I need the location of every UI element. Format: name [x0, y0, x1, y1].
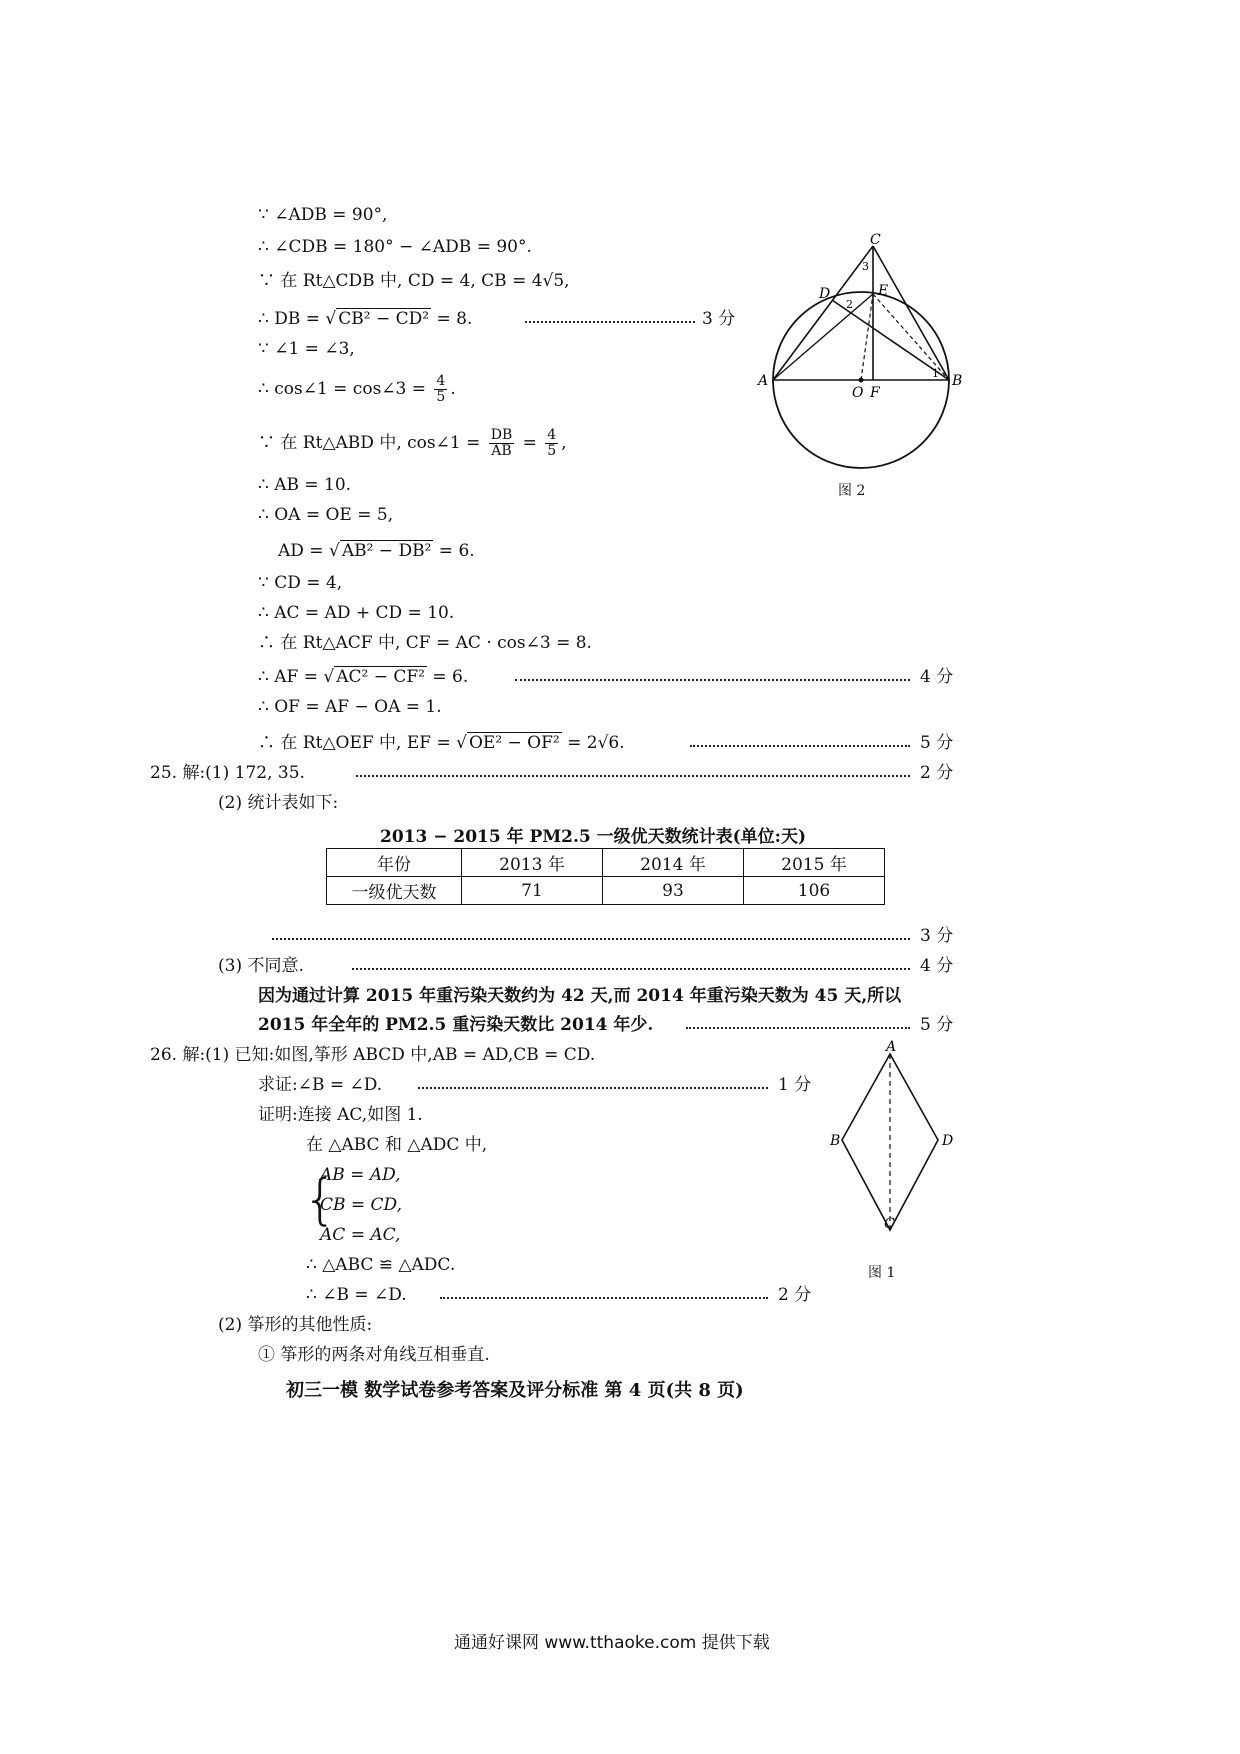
- kite-outline: [842, 1054, 938, 1230]
- fraction-denominator: 5: [547, 443, 557, 459]
- segment-CB: [873, 246, 949, 380]
- question-26-part2: (2) 筝形的其他性质:: [218, 1315, 373, 1335]
- table-header-cell: 年份: [327, 849, 462, 877]
- table-cell: 71: [462, 877, 603, 905]
- sqrt-symbol: √: [325, 309, 337, 329]
- table-title: 2013 − 2015 年 PM2.5 一级优天数统计表(单位:天): [380, 827, 807, 847]
- dot-leader: [356, 775, 910, 777]
- angle-label-2: 2: [846, 298, 853, 311]
- proof-line: ∴ ∠B = ∠D.: [306, 1285, 407, 1305]
- text-fragment: ∵ 在 Rt△ABD 中, cos∠1 =: [258, 433, 486, 453]
- score-label: 1 分: [778, 1075, 812, 1095]
- sqrt-radicand: AB² − DB²: [341, 541, 432, 561]
- fraction: [545, 428, 558, 459]
- dot-leader: [525, 321, 695, 323]
- label-C: C: [870, 232, 881, 248]
- proof-line: ∴ AB = 10.: [258, 475, 352, 495]
- dot-leader: [690, 745, 910, 747]
- label-A: A: [758, 373, 769, 389]
- proof-line: ∵ ∠1 = ∠3,: [258, 339, 355, 359]
- proof-line: [258, 666, 468, 688]
- text-fragment: = 6.: [433, 541, 475, 561]
- fraction-denominator: AB: [491, 443, 512, 459]
- fraction-numerator: 4: [547, 427, 557, 443]
- fraction-denominator: 5: [436, 389, 446, 405]
- figure-1-caption: 图 1: [868, 1265, 896, 1281]
- proof-line: ∴ OA = OE = 5,: [258, 505, 394, 525]
- proof-line: [278, 540, 475, 562]
- question-25-heading: 25. 解:(1) 172, 35.: [150, 763, 305, 783]
- text-fragment: ,: [561, 433, 567, 453]
- table-row: [327, 877, 885, 905]
- sqrt-radicand: AC² − CF²: [336, 667, 425, 687]
- sqrt-symbol: √: [323, 667, 335, 687]
- fraction: [489, 428, 515, 459]
- label-A: A: [886, 1040, 897, 1055]
- text-fragment: .: [450, 379, 456, 399]
- figure-1-kite-diagram: [830, 1040, 970, 1240]
- question-25-explanation: 2015 年全年的 PM2.5 重污染天数比 2014 年少.: [258, 1015, 654, 1035]
- sqrt-symbol: √: [328, 541, 340, 561]
- proof-line: ∵ 在 Rt△CDB 中, CD = 4, CB = 4√5,: [258, 271, 570, 291]
- dot-leader: [352, 968, 910, 970]
- score-label: 4 分: [920, 956, 954, 976]
- proof-line: ∴ OF = AF − OA = 1.: [258, 697, 442, 717]
- score-label: 5 分: [920, 1015, 954, 1035]
- table-header-row: [327, 849, 885, 877]
- text-fragment: ∴ cos∠1 = cos∠3 =: [258, 379, 432, 399]
- text-fragment: ∴ 在 Rt△OEF 中, EF =: [258, 733, 457, 753]
- dot-leader: [686, 1027, 910, 1029]
- proof-line: ∵ ∠ADB = 90°,: [258, 205, 388, 225]
- score-label: 2 分: [778, 1285, 812, 1305]
- score-label: 3 分: [920, 926, 954, 946]
- sqrt-radicand: OE² − OF²: [468, 733, 560, 753]
- proof-line: ∴ △ABC ≌ △ADC.: [306, 1255, 456, 1275]
- proof-line: ① 筝形的两条对角线互相垂直.: [258, 1345, 490, 1365]
- proof-line: AB = AD,: [320, 1165, 401, 1185]
- segment-AC: [773, 246, 873, 380]
- text-fragment: = 8.: [431, 309, 473, 329]
- score-label: 4 分: [920, 667, 954, 687]
- text-fragment: =: [517, 433, 543, 453]
- fraction-numerator: 4: [436, 373, 446, 389]
- text-fragment: ∴ AF =: [258, 667, 324, 687]
- proof-line: [258, 308, 472, 330]
- text-fragment: = 6.: [426, 667, 469, 687]
- proof-line: 证明:连接 AC,如图 1.: [258, 1105, 423, 1125]
- fraction: [434, 374, 447, 405]
- page-footer-info: 初三一模 数学试卷参考答案及评分标准 第 4 页(共 8 页): [286, 1380, 744, 1401]
- score-label: 5 分: [920, 733, 954, 753]
- proof-line: 求证:∠B = ∠D.: [258, 1075, 383, 1095]
- table-cell: 一级优天数: [327, 877, 462, 905]
- label-C: C: [884, 1216, 895, 1232]
- angle-label-1: 1: [932, 367, 939, 380]
- text-fragment: ∴ DB =: [258, 309, 326, 329]
- table-cell: 93: [603, 877, 744, 905]
- label-D: D: [819, 286, 831, 302]
- figure-2-diagram: [752, 232, 972, 502]
- score-label: 3 分: [702, 309, 736, 329]
- dot-leader: [272, 938, 910, 940]
- question-25-explanation: 因为通过计算 2015 年重污染天数约为 42 天,而 2014 年重污染天数为 45 天,所以: [258, 986, 902, 1006]
- text-fragment: = 2√6.: [561, 733, 625, 753]
- proof-line: [258, 428, 567, 459]
- label-B: B: [952, 373, 963, 389]
- table-cell: 106: [744, 877, 885, 905]
- table-header-cell: 2013 年: [462, 849, 603, 877]
- proof-line: ∴ ∠CDB = 180° − ∠ADB = 90°.: [258, 237, 532, 257]
- score-label: 2 分: [920, 763, 954, 783]
- dot-leader: [440, 1297, 768, 1299]
- proof-line: [258, 732, 625, 754]
- angle-label-3: 3: [862, 260, 869, 273]
- proof-line: [258, 374, 456, 405]
- question-25-part3: (3) 不同意.: [218, 956, 304, 976]
- site-footer: 通通好课网 www.tthaoke.com 提供下载: [454, 1633, 770, 1653]
- proof-line: AC = AC,: [320, 1225, 401, 1245]
- proof-line: CB = CD,: [320, 1195, 402, 1215]
- label-F: F: [870, 385, 880, 401]
- proof-line: ∵ CD = 4,: [258, 573, 343, 593]
- dot-leader: [515, 679, 910, 681]
- label-D: D: [942, 1133, 954, 1149]
- proof-line: ∴ 在 Rt△ACF 中, CF = AC · cos∠3 = 8.: [258, 633, 592, 653]
- proof-line: ∴ AC = AD + CD = 10.: [258, 603, 455, 623]
- text-fragment: AD =: [278, 541, 329, 561]
- statistics-table: [326, 848, 885, 905]
- table-header-cell: 2015 年: [744, 849, 885, 877]
- segment-AE: [773, 294, 873, 380]
- label-O: O: [852, 385, 864, 401]
- sqrt-radicand: CB² − CD²: [338, 309, 430, 329]
- segment-OE: [861, 294, 873, 380]
- proof-line: 在 △ABC 和 △ADC 中,: [306, 1135, 488, 1155]
- dot-leader: [418, 1087, 768, 1089]
- fraction-numerator: DB: [490, 427, 513, 443]
- question-26-heading: 26. 解:(1) 已知:如图,筝形 ABCD 中,AB = AD,CB = CD.: [150, 1045, 596, 1065]
- sqrt-symbol: √: [456, 733, 467, 753]
- question-25-part2: (2) 统计表如下:: [218, 793, 339, 813]
- figure-2-caption: 图 2: [838, 483, 866, 499]
- brace-symbol: {: [303, 1168, 338, 1231]
- table-header-cell: 2014 年: [603, 849, 744, 877]
- center-point-O: [859, 378, 864, 383]
- label-B: B: [830, 1133, 841, 1149]
- label-E: E: [878, 283, 889, 299]
